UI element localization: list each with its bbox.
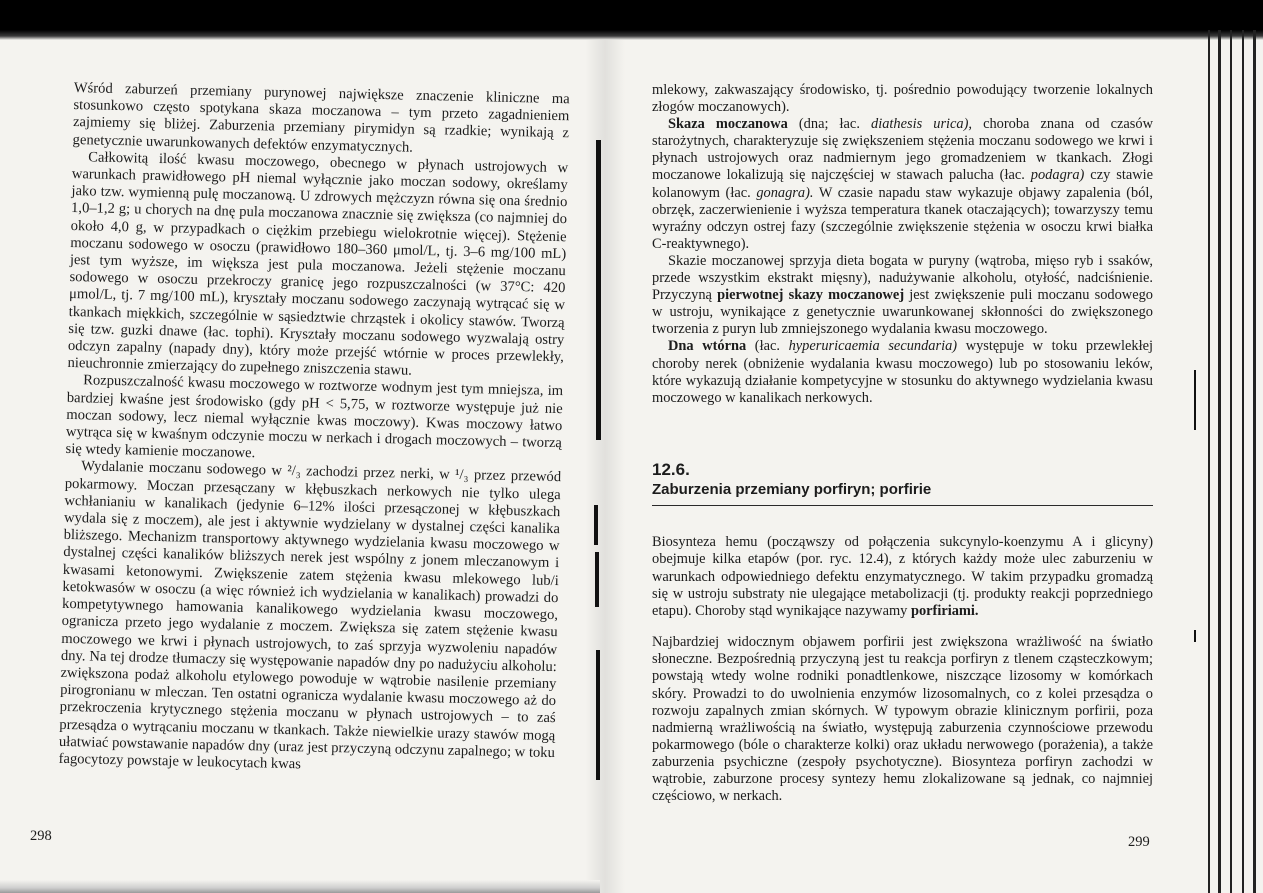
gutter-mark [596,650,600,780]
page-edge-line [1242,30,1244,893]
page-bottom-edge [0,880,600,893]
right-paragraph-3: Skazie moczanowej sprzyja dieta bogata w puryny (wątroba, mięso ryb i ssaków, przede wszystkim ekstrakt mięsny), nadużywanie alkoholu, otyłość, nadciśnienie. Przyczyną pierwotnej skazy moczanowej jest zwiększenie puli moczanu sodowego w ustroju, wynikające z genetycznie uwarunkowanej skłonności do zwiększonego tworzenia z puryn lub zmniejszonego wydalania kwasu moczowego. [652,252,1153,338]
left-page-number: 298 [30,828,52,844]
right-page-body-bottom [652,520,1153,820]
right-paragraph-2: Skaza moczanowa (dna; łac. diathesis urica), choroba znana od czasów starożytnych, charakteryzuje się zwiększeniem stężenia moczanu sodowego we krwi i płynach ustrojowych oraz nadmiernym jego gromadzeniem w tkankach. Złogi moczanowe lokalizują się najczęściej w stawach palucha (łac. podagra) czy stawie kolanowym (łac. gonagra). W czasie napadu staw wykazuje objawy zapalenia (ból, obrzęk, zaczerwienienie i wyższa temperatura tkanek otaczających); towarzyszy temu wyraźny odczyn ostrej fazy (szczególnie zwiększenie stężenia w osoczu krwi białka C-reaktywnego). [652,116,1154,252]
left-paragraph-2: Całkowitą ilość kwasu moczowego, obecnego w płynach ustrojowych w warunkach prawidłowego pH niemal wyłącznie jako moczan sodowy, określamy jako tzw. wymienną pulę moczanową. U zdrowych mężczyzn równa się ona średnio 1,0–1,2 g; u chorych na dnę pula moczanowa znacznie się zwiększa (co najmniej do około 4,0 g, w przypadkach o ciężkim przebiegu wielokrotnie więcej). Stężenie moczanu sodowego w osoczu (prawidłowo 180–360 μmol/L, tj. 3–6 mg/100 mL) jest tym wyższe, im większa jest pula moczanowa. Jeżeli stężenie moczanu sodowego w osoczu przekroczy granicę jego rozpuszczalności (w 37°C: 420 μmol/L, tj. 7 mg/100 mL), kryształy moczanu sodowego zaczynają wytrącać się w tkankach miękkich, szczególnie w sąsiedztwie chrząstek i okolicy stawów. Tworzą się tzw. guzki dnawe (łac. tophi). Kryształy moczanu sodowego wyzwalają ostry odczyn zapalny (napady dny), który może przejść wtórnie w proces przewlekły, nieuchronnie zmierzający do zupełnego zniszczenia stawu. [67,149,569,379]
term-porfirie: porfiriami. [910,602,979,619]
right-page-body-top [652,82,1153,407]
page-edge-line [1208,30,1210,893]
left-paragraph-1: Wśród zaburzeń przemiany purynowej największe znaczenie kliniczne ma stosunkowo często spotykana skaza moczanowa – tym przeto zagadnieniem zajmiemy się bliżej. Zaburzenia przemiany pirymidyn są rzadkie; wynikają z genetycznie uwarunkowanych defektów enzymatycznych. [72,80,570,156]
right-paragraph-1: mlekowy, zakwaszający środowisko, tj. pośrednio powodujący tworzenie lokalnych złogów moczanowych). [652,82,1153,116]
section-heading [652,460,1153,506]
right-page [620,0,1263,893]
left-paragraph-3: Rozpuszczalność kwasu moczowego w roztworze wodnym jest tym mniejsza, im bardziej kwaśne jest środowisko (gdy pH < 5,75, w roztworze występuje już nie moczan sodowy, lecz niemal wyłącznie kwas moczowy). Kwas moczowy łatwo wytrąca się w kwaśnym odczynie moczu w nerkach i drogach moczowych – tworzą się wtedy kamienie moczanowe. [65,372,564,462]
right-paragraph-6: Najbardziej widocznym objawem porfirii jest zwiększona wrażliwość na światło słoneczne. Bezpośrednią przyczyną jest tu reakcja porfiryn z tlenem cząsteczkowym; powstają wtedy wolne rodniki ponadtlenkowe, niszczące lizosomy w komórkach skóry. Prowadzi to do uwolnienia enzymów lizosomalnych, co z kolei przesądza o rozwoju zapalnych zmian skórnych. W typowym obrazie klinicznym porfirii, poza nadmierną wrażliwością na światło, występują zaburzenia czynnościowe przewodu pokarmowego (bóle o charakterze kolki) oraz układu nerwowego (porażenia), a także zaburzenia psychiczne (zespoły psychotyczne). Biosynteza porfiryn zachodzi w wątrobie, zaburzone procesy syntezy hemu zlokalizowane są jednak, co najmniej częściowo, w nerkach. [652,634,1153,805]
page-edge-line [1253,30,1256,893]
margin-mark [1194,370,1196,430]
term-skaza-moczanowa: Skaza moczanowa [668,116,788,133]
section-number: 12.6. [652,460,690,479]
right-paragraph-4: Dna wtórna (łac. hyperuricaemia secundaria) występuje w toku przewlekłej choroby nerek (obniżenie wydalania kwasu moczowego) lub po stosowaniu leków, które wykazują działanie kompetycyjne w stosunku do aktywnego wydzielania kwasu moczowego w kanalikach nerkowych. [652,338,1153,406]
term-pierwotna-skaza: pierwotnej skazy moczanowej [717,287,905,304]
margin-mark [1194,630,1196,642]
left-paragraph-4: Wydalanie moczanu sodowego w ²/₃ zachodzi przez nerki, w ¹/₃ przez przewód pokarmowy. Moczan przesączany w kłębuszkach nerkowych nie tylko ulega wchłanianiu w kanalikach (jedynie 6–12% ilości przesączonej w kłębuszkach wydala się z moczem), ale jest i aktywnie wydzielany w dystalnej części kanalika bliższego. Mechanizm transportowy aktywnego wydzielania kwasu moczowego w dystalnej części kanalików bliższych nerek jest wspólny z jonem mleczanowym i kwasami ketonowymi. Zwiększenie zatem stężenia kwasu mlekowego lub/i ketokwasów w osoczu (a więc również ich wydzielania w kanalikach) prowadzi do kompetytywnego hamowania kanalikowego wydzielania kwasu moczowego, ogranicza przeto jego wydalanie z moczem. Zwiększa się zatem stężenie kwasu moczowego we krwi i płynach ustrojowych, to zaś sprzyja wyzwoleniu napadów dny. Na tej drodze tłumaczy się występowanie napadów dny po nadużyciu alkoholu: zwiększona podaż alkoholu etylowego powoduje w wątrobie nasilenie przemiany pirogronianu w mleczan. Ten ostatni ogranicza wydalanie kwasu moczowego aż do przekroczenia krytycznego stężenia moczanu w płynach ustrojowych – to zaś przesądza o wytrącaniu moczanu w tkankach. Także niewielkie urazy stawów mogą ułatwiać powstawanie napadów dny (uraz jest przyczyną odczynu zapalnego; w toku fagocytozy powstaje w leukocytach kwas [58,458,562,773]
page-edge-line [1230,30,1232,893]
page-edge-line [1218,30,1221,893]
term-dna-wtorna: Dna wtórna [668,338,747,355]
gutter-mark [596,140,601,440]
section-title: Zaburzenia przemiany porfiryn; porfirie [652,481,932,498]
right-paragraph-5: Biosynteza hemu (począwszy od połączenia sukcynylo-koenzymu A i glicyny) obejmuje kilka etapów (por. ryc. 12.4), z których każdy może ulec zaburzeniu w warunkach odpowiedniego defektu enzymatycznego. W takim przypadku gromadzą się w ustroju substraty nie ulegające metabolizacji (tj. produkty reakcji poprzedniego etapu). Choroby stąd wynikające nazywamy porfiriami. [652,534,1153,619]
section-divider [652,505,1153,506]
right-page-number: 299 [1128,834,1150,850]
gutter-mark [594,505,598,545]
left-page [0,0,600,893]
left-page-body [58,80,569,779]
gutter-mark [595,552,599,607]
